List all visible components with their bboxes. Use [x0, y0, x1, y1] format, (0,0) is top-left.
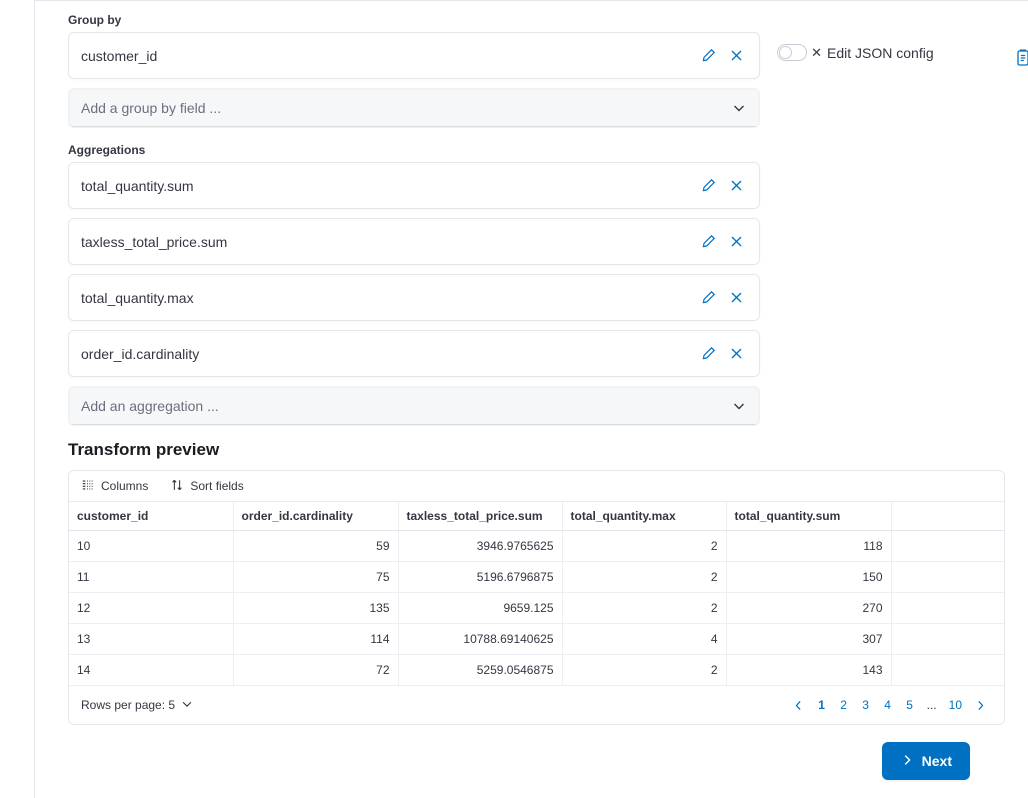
cell-total-quantity-sum: 143: [726, 655, 891, 686]
table-row: [69, 562, 1005, 593]
aggregations-label: Aggregations: [68, 143, 146, 157]
cell-total-quantity-sum: 270: [726, 593, 891, 624]
cell-total-quantity-max: 2: [562, 593, 726, 624]
page-button-5[interactable]: 5: [906, 698, 913, 712]
rows-per-page-label: Rows per page: 5: [81, 698, 176, 712]
aggregation-item[interactable]: [68, 218, 760, 265]
wizard-content: [35, 0, 1028, 798]
edit-json-config-row[interactable]: [777, 44, 1027, 61]
cell-total-quantity-max: 4: [562, 624, 726, 655]
cell-customer-id: 14: [69, 655, 233, 686]
column-header[interactable]: taxless_total_price.sum: [398, 502, 562, 531]
column-header-spacer: [891, 502, 1005, 531]
cell-taxless-total-price-sum: 9659.125: [398, 593, 562, 624]
sort-icon: [170, 478, 184, 495]
pagination: [787, 694, 992, 716]
toggle-knob: [779, 46, 792, 59]
cell-customer-id: 11: [69, 562, 233, 593]
column-header[interactable]: total_quantity.sum: [726, 502, 891, 531]
copy-clipboard-icon[interactable]: [1013, 48, 1028, 70]
sort-fields-button[interactable]: [170, 478, 243, 495]
column-header[interactable]: order_id.cardinality: [233, 502, 398, 531]
aggregation-add-placeholder: Add an aggregation ...: [81, 398, 219, 414]
cell-total-quantity-max: 2: [562, 531, 726, 562]
rows-per-page-button[interactable]: [81, 697, 194, 714]
cell-spacer: [891, 562, 1005, 593]
chevron-down-icon: [731, 100, 747, 116]
edit-json-config-toggle[interactable]: [777, 44, 822, 61]
edit-json-config-label: Edit JSON config: [827, 44, 934, 61]
cell-total-quantity-sum: 307: [726, 624, 891, 655]
cell-order-id-cardinality: 114: [233, 624, 398, 655]
pencil-icon[interactable]: [697, 343, 719, 365]
cell-customer-id: 12: [69, 593, 233, 624]
page-ellipsis: ...: [926, 698, 937, 712]
cell-taxless-total-price-sum: 5259.0546875: [398, 655, 562, 686]
table-row: [69, 624, 1005, 655]
chevron-left-icon[interactable]: [787, 694, 810, 716]
table-row: [69, 593, 1005, 624]
pencil-icon[interactable]: [697, 231, 719, 253]
cell-order-id-cardinality: 75: [233, 562, 398, 593]
wizard-footer: [33, 742, 970, 780]
cell-order-id-cardinality: 135: [233, 593, 398, 624]
group-by-section: [68, 12, 760, 128]
pencil-icon[interactable]: [697, 45, 719, 67]
aggregation-item-label: total_quantity.max: [81, 289, 194, 306]
page-button-3[interactable]: 3: [862, 698, 869, 712]
column-header[interactable]: customer_id: [69, 502, 233, 531]
aggregation-item[interactable]: [68, 274, 760, 321]
page-button-10[interactable]: 10: [948, 698, 962, 712]
group-by-item[interactable]: [68, 32, 760, 79]
group-by-label: Group by: [68, 13, 122, 27]
cell-spacer: [891, 593, 1005, 624]
close-icon[interactable]: [725, 343, 747, 365]
group-by-add-placeholder: Add a group by field ...: [81, 100, 222, 116]
close-icon[interactable]: [725, 287, 747, 309]
toggle-off-icon: ✕: [811, 45, 822, 60]
column-header[interactable]: total_quantity.max: [562, 502, 726, 531]
cell-total-quantity-max: 2: [562, 562, 726, 593]
left-rail: [0, 0, 35, 798]
cell-customer-id: 13: [69, 624, 233, 655]
aggregation-add-select[interactable]: [68, 386, 760, 426]
aggregation-item-label: taxless_total_price.sum: [81, 233, 228, 250]
cell-order-id-cardinality: 72: [233, 655, 398, 686]
next-button[interactable]: [882, 742, 970, 780]
cell-total-quantity-sum: 150: [726, 562, 891, 593]
pencil-icon[interactable]: [697, 287, 719, 309]
chevron-down-icon: [180, 697, 194, 714]
table-toolbar: [69, 471, 1004, 502]
chevron-right-icon[interactable]: [969, 694, 992, 716]
cell-spacer: [891, 624, 1005, 655]
group-by-item-label: customer_id: [81, 47, 158, 64]
cell-spacer: [891, 655, 1005, 686]
page-title: Transform preview: [68, 440, 220, 459]
columns-icon: [81, 478, 95, 495]
table-row: [69, 531, 1005, 562]
group-by-add-select[interactable]: [68, 88, 760, 128]
page-button-1[interactable]: 1: [818, 698, 825, 712]
cell-taxless-total-price-sum: 3946.9765625: [398, 531, 562, 562]
table-row: [69, 655, 1005, 686]
columns-button[interactable]: [81, 478, 148, 495]
table-footer: [69, 686, 1004, 724]
cell-total-quantity-sum: 118: [726, 531, 891, 562]
page-button-2[interactable]: 2: [840, 698, 847, 712]
transform-preview-table: [68, 470, 1005, 725]
aggregation-item-label: order_id.cardinality: [81, 345, 200, 362]
aggregations-section: [68, 142, 760, 426]
sort-label: Sort fields: [190, 479, 244, 493]
page-button-4[interactable]: 4: [884, 698, 891, 712]
cell-order-id-cardinality: 59: [233, 531, 398, 562]
next-button-label: Next: [921, 753, 952, 769]
aggregation-item[interactable]: [68, 330, 760, 377]
cell-taxless-total-price-sum: 10788.69140625: [398, 624, 562, 655]
aggregation-item[interactable]: [68, 162, 760, 209]
cell-spacer: [891, 531, 1005, 562]
columns-label: Columns: [101, 479, 149, 493]
cell-customer-id: 10: [69, 531, 233, 562]
close-icon[interactable]: [725, 231, 747, 253]
close-icon[interactable]: [725, 45, 747, 67]
preview-data-table: [69, 502, 1005, 686]
pencil-icon[interactable]: [697, 175, 719, 197]
close-icon[interactable]: [725, 175, 747, 197]
cell-total-quantity-max: 2: [562, 655, 726, 686]
cell-taxless-total-price-sum: 5196.6796875: [398, 562, 562, 593]
chevron-down-icon: [731, 398, 747, 414]
aggregation-item-label: total_quantity.sum: [81, 177, 194, 194]
chevron-right-icon: [900, 753, 914, 770]
table-header-row: [69, 502, 1005, 531]
